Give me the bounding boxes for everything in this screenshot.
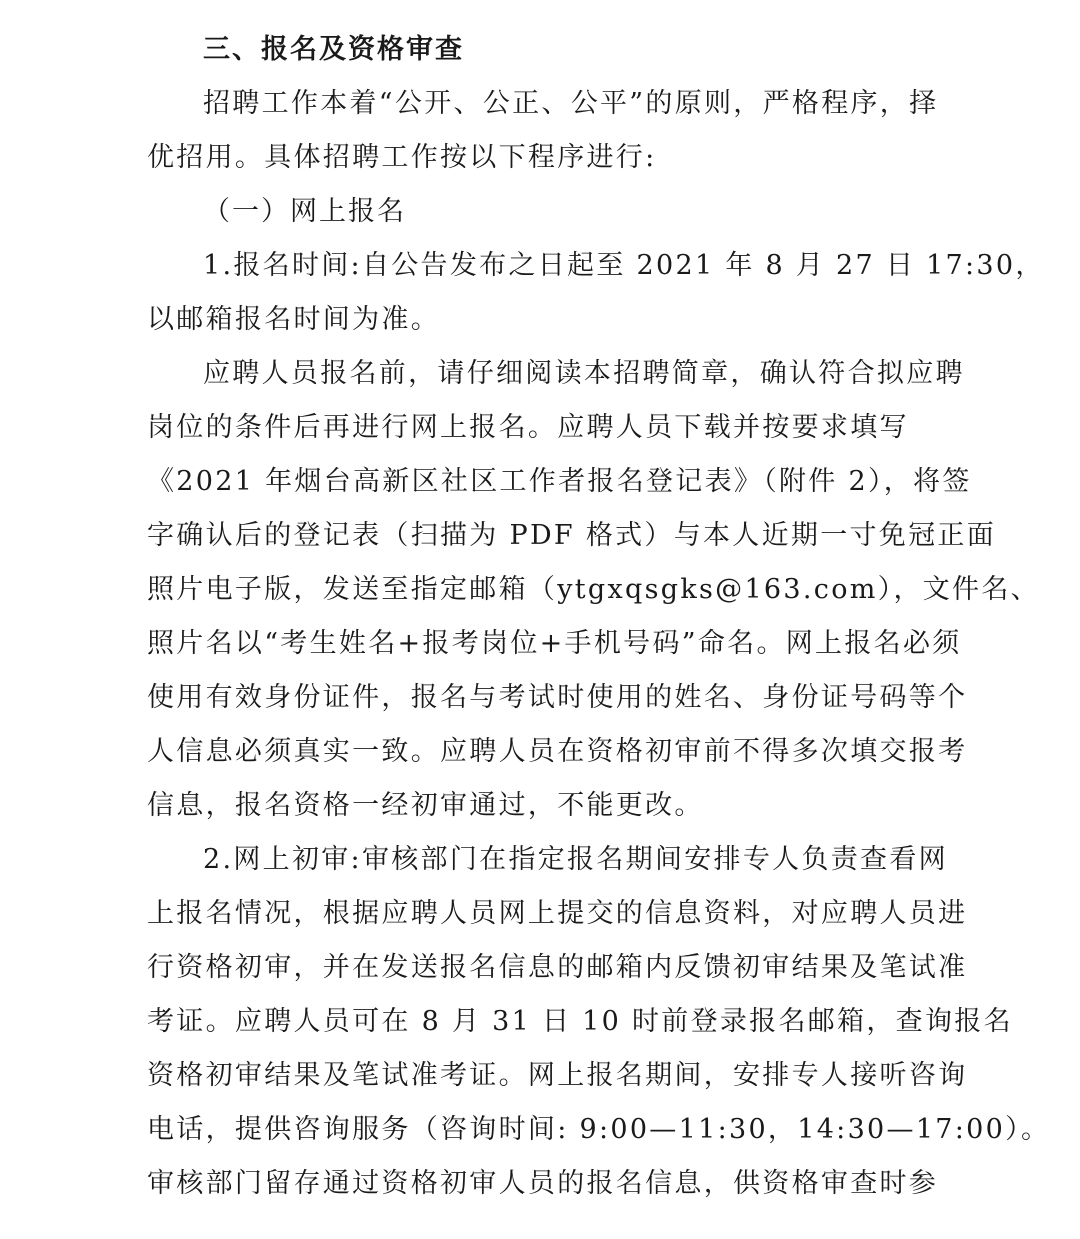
paragraph-line: 上报名情况，根据应聘人员网上提交的信息资料，对应聘人员进 [147,898,968,929]
paragraph-line: 使用有效身份证件，报名与考试时使用的姓名、身份证号码等个 [147,682,968,713]
paragraph-line: 字确认后的登记表（扫描为 PDF 格式）与本人近期一寸免冠正面 [147,520,997,551]
paragraph-line: 以邮箱报名时间为准。 [147,304,440,335]
paragraph-line: 行资格初审，并在发送报名信息的邮箱内反馈初审结果及笔试准 [147,952,968,983]
paragraph-line: 信息，报名资格一经初审通过，不能更改。 [147,790,704,821]
paragraph-line: 照片电子版，发送至指定邮箱（ytgxqsgks@163.com），文件名、 [147,574,1040,605]
paragraph-line: 人信息必须真实一致。应聘人员在资格初审前不得多次填交报考 [147,736,968,767]
paragraph-line: 应聘人员报名前，请仔细阅读本招聘简章，确认符合拟应聘 [203,358,965,389]
paragraph-line: 资格初审结果及笔试准考证。网上报名期间，安排专人接听咨询 [147,1060,968,1091]
paragraph-line: 1.报名时间:自公告发布之日起至 2021 年 8 月 27 日 17:30， [203,250,1045,281]
paragraph-line: 考证。应聘人员可在 8 月 31 日 10 时前登录报名邮箱，查询报名 [147,1006,1013,1037]
paragraph-line: 优招用。具体招聘工作按以下程序进行: [147,142,657,173]
paragraph-line: 招聘工作本着“公开、公正、公平”的原则，严格程序，择 [203,88,939,119]
paragraph-line: 审核部门留存通过资格初审人员的报名信息，供资格审查时参 [147,1168,939,1199]
paragraph-line: 照片名以“考生姓名+报考岗位+手机号码”命名。网上报名必须 [147,628,962,659]
subsection-heading: （一）网上报名 [203,196,406,227]
paragraph-line: 《2021 年烟台高新区社区工作者报名登记表》（附件 2），将签 [147,466,972,497]
section-heading: 三、报名及资格审查 [203,34,464,65]
paragraph-line: 电话，提供咨询服务（咨询时间: 9:00—11:30，14:30—17:00）。 [147,1114,1051,1145]
paragraph-line: 2.网上初审:审核部门在指定报名期间安排专人负责查看网 [203,844,948,875]
paragraph-line: 岗位的条件后再进行网上报名。应聘人员下载并按要求填写 [147,412,909,443]
